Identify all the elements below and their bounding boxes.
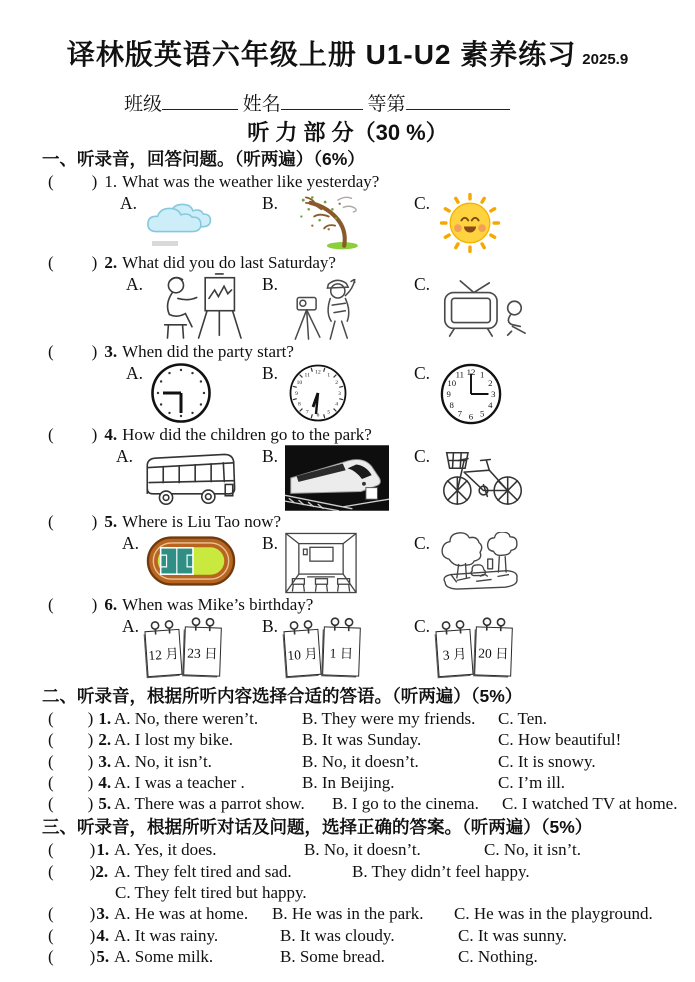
question-number: 4. — [104, 425, 118, 444]
clouds-icon — [144, 192, 224, 244]
svg-text:6: 6 — [316, 412, 320, 419]
answer-prefix: ( )1. — [48, 840, 110, 860]
svg-text:1: 1 — [480, 369, 485, 380]
q1-option-b — [262, 192, 367, 252]
question-text: What was the weather like yesterday? — [122, 172, 380, 191]
q2-option-a — [126, 273, 250, 339]
title-text: 译林版英语六年级上册 U1-U2 素养练习 — [66, 39, 577, 70]
calendar-mar-20 — [437, 615, 512, 676]
option-letter: A. — [122, 533, 140, 553]
option-b: B. It was Sunday. — [302, 730, 422, 750]
svg-text:12: 12 — [466, 366, 476, 377]
page-title — [0, 36, 695, 79]
question-number: 2. — [104, 253, 118, 272]
paren-close: ) — [91, 595, 98, 614]
option-letter: A. — [126, 274, 144, 294]
svg-text:6: 6 — [468, 411, 474, 422]
section2-rows — [0, 708, 695, 814]
painting-at-easel-icon — [150, 273, 250, 339]
paren-open: ( — [48, 342, 54, 361]
option-letter: B. — [262, 616, 279, 636]
q6-options-row — [0, 615, 695, 683]
option-b: B. No, it doesn’t. — [304, 840, 421, 860]
calendar-hooks-icon — [148, 619, 177, 635]
paren-close: ) — [91, 425, 98, 444]
s3-row-2-option-c — [0, 882, 695, 903]
option-letter: A. — [116, 446, 134, 466]
option-b: B. I go to the cinema. — [332, 794, 479, 814]
option-c: C. It was sunny. — [458, 925, 567, 945]
option-b: B. He was in the park. — [272, 904, 424, 924]
svg-text:3: 3 — [338, 390, 341, 397]
answer-prefix: ( )2. — [48, 861, 109, 881]
option-a: A. No, there weren’t. — [114, 709, 259, 728]
option-c: C. How beautiful! — [498, 730, 622, 750]
q5-option-b — [262, 532, 357, 594]
svg-text:2: 2 — [335, 380, 339, 387]
svg-text:4: 4 — [488, 400, 493, 411]
question-line-5 — [0, 512, 695, 532]
question-line-3 — [0, 342, 695, 362]
answer-prefix: ( )4. — [48, 925, 110, 945]
student-info-line — [0, 91, 695, 118]
section3-rows — [0, 839, 695, 967]
option-a: A. No, it isn’t. — [114, 751, 212, 771]
option-c: C. I watched TV at home. — [502, 794, 678, 814]
answer-prefix: ( ) 5. — [48, 794, 112, 814]
option-a: A. He was at home. — [114, 904, 249, 924]
answer-prefix: ( ) 4. — [48, 772, 112, 792]
paren-open: ( — [48, 253, 54, 272]
svg-text:5: 5 — [480, 408, 485, 419]
class-blank — [162, 91, 238, 110]
calendar-hooks-icon — [480, 617, 508, 632]
s2-row-2 — [0, 729, 695, 750]
calendar-day: 23 日 — [187, 644, 218, 662]
photographer-tripod-icon — [285, 273, 367, 341]
svg-text:11: 11 — [455, 369, 465, 380]
clock-3-00-icon — [437, 362, 505, 426]
option-letter: C. — [414, 616, 431, 636]
q4-option-c — [414, 445, 529, 507]
question-text: How did the children go to the park? — [122, 425, 372, 444]
q4-options-row — [0, 445, 695, 511]
svg-text:4: 4 — [335, 401, 339, 408]
calendar-month: 12 月 — [147, 645, 180, 664]
paren-close: ) — [91, 253, 98, 272]
paren-close: ) — [91, 172, 98, 191]
option-a: A. They felt tired and sad. — [114, 861, 292, 881]
svg-text:8: 8 — [449, 400, 454, 411]
grade-blank — [406, 91, 510, 110]
calendar-hooks-icon — [439, 619, 468, 635]
svg-text:10: 10 — [447, 377, 457, 388]
bus-icon — [140, 445, 240, 507]
calendar-month-sheet — [144, 629, 182, 677]
bicycle-icon — [437, 445, 529, 507]
q1-options-row — [0, 192, 695, 252]
option-b: B. It was cloudy. — [280, 925, 395, 945]
classroom-icon — [285, 532, 357, 594]
option-letter: B. — [262, 446, 279, 466]
calendar-day-sheet — [322, 626, 361, 676]
question-text: When did the party start? — [122, 342, 294, 361]
option-a: A. There was a parrot show. — [114, 794, 305, 814]
question-line-1 — [0, 172, 695, 192]
calendar-oct-1 — [285, 615, 360, 676]
option-letter: C. — [414, 533, 431, 553]
clock-6-30-icon — [285, 362, 351, 424]
question-text: Where is Liu Tao now? — [122, 512, 282, 531]
svg-text:12: 12 — [315, 369, 321, 376]
s3-row-5 — [0, 946, 695, 967]
q2-options-row — [0, 273, 695, 341]
paren-open: ( — [48, 512, 54, 531]
answer-prefix: ( ) 2. — [48, 730, 112, 750]
paren-open: ( — [48, 595, 54, 614]
calendar-month: 10 月 — [286, 645, 319, 664]
section1-heading: 一、听录音，回答问题。（听两遍）（6%） — [42, 149, 365, 169]
s3-row-1 — [0, 839, 695, 860]
q5-option-a — [122, 532, 236, 587]
q5-option-c — [414, 532, 523, 592]
question-number: 5. — [104, 512, 118, 531]
class-label: 班级 — [124, 94, 163, 115]
name-label: 姓名 — [242, 94, 281, 115]
question-number: 1. — [104, 172, 118, 191]
svg-text:2: 2 — [488, 377, 493, 388]
option-letter: A. — [120, 193, 138, 213]
q3-options-row — [0, 362, 695, 424]
answer-prefix: ( ) 3. — [48, 751, 112, 771]
q2-option-b — [262, 273, 367, 341]
svg-text:1: 1 — [327, 372, 331, 379]
question-number: 3. — [104, 342, 118, 361]
question-line-2 — [0, 253, 695, 273]
question-text: What did you do last Saturday? — [122, 253, 336, 272]
q6-option-a — [122, 615, 221, 676]
q6-option-c — [414, 615, 512, 676]
paren-close: ) — [91, 512, 98, 531]
windy-tree-icon — [285, 192, 367, 252]
q4-option-a — [116, 445, 240, 507]
option-a: A. It was rainy. — [114, 925, 219, 945]
option-b: B. In Beijing. — [302, 772, 395, 792]
question-line-4 — [0, 425, 695, 445]
section3-heading: 三、听录音，根据所听对话及问题，选择正确的答案。（听两遍）（5%） — [42, 817, 593, 838]
park-icon — [437, 532, 523, 592]
clock-9-30-icon — [150, 362, 212, 424]
s3-row-3 — [0, 903, 695, 924]
q3-option-b — [262, 362, 351, 424]
title-date: 2025.9 — [582, 51, 629, 68]
option-letter: C. — [414, 193, 431, 213]
option-a: A. Some milk. — [114, 946, 214, 966]
q5-options-row — [0, 532, 695, 594]
option-c: C. Ten. — [498, 709, 548, 728]
option-b: B. Some bread. — [280, 946, 385, 966]
svg-text:9: 9 — [446, 389, 451, 400]
option-a: A. Yes, it does. — [114, 840, 217, 860]
sports-field-icon — [146, 535, 236, 587]
s3-row-4 — [0, 925, 695, 946]
calendar-hooks-icon — [328, 617, 356, 632]
answer-prefix: ( )5. — [48, 946, 110, 966]
q6-option-b — [262, 615, 360, 676]
q2-option-c — [414, 273, 529, 339]
svg-text:7: 7 — [305, 409, 309, 416]
option-c: C. They felt tired but happy. — [115, 883, 307, 903]
grade-label: 等第 — [367, 94, 406, 115]
q3-option-c — [414, 362, 505, 426]
s2-row-4 — [0, 772, 695, 793]
calendar-day: 20 日 — [478, 644, 509, 662]
svg-text:5: 5 — [327, 409, 331, 416]
option-letter: A. — [122, 616, 140, 636]
question-text: When was Mike’s birthday? — [122, 595, 314, 614]
option-letter: B. — [262, 193, 279, 213]
option-a: A. I was a teacher . — [114, 772, 245, 792]
option-letter: B. — [262, 533, 279, 553]
calendar-dec-23 — [146, 615, 221, 676]
option-c: C. Nothing. — [458, 946, 538, 966]
question-number: 6. — [104, 595, 118, 614]
calendar-day-sheet — [183, 626, 222, 676]
option-a: A. I lost my bike. — [114, 730, 233, 750]
option-letter: C. — [414, 274, 431, 294]
option-b: B. They didn’t feel happy. — [352, 861, 530, 881]
calendar-hooks-icon — [287, 619, 316, 635]
paren-close: ) — [91, 342, 98, 361]
option-letter: A. — [126, 363, 144, 383]
option-c: C. I’m ill. — [498, 772, 566, 792]
calendar-day: 1 日 — [329, 645, 354, 661]
svg-text:7: 7 — [457, 408, 463, 419]
option-c: C. It is snowy. — [498, 751, 596, 771]
calendar-day-sheet — [474, 626, 513, 676]
option-b: B. They were my friends. — [302, 709, 476, 728]
svg-text:3: 3 — [491, 389, 496, 400]
calendar-hooks-icon — [189, 617, 217, 632]
section2-heading: 二、听录音，根据所听内容选择合适的答语。（听两遍）（5%） — [42, 686, 523, 706]
name-blank — [281, 91, 363, 110]
calendar-month-sheet — [284, 629, 322, 677]
watching-tv-icon — [437, 279, 529, 339]
q4-option-b — [262, 445, 389, 511]
option-c: C. No, it isn’t. — [484, 840, 581, 860]
s2-row-5 — [0, 793, 695, 814]
option-letter: C. — [414, 446, 431, 466]
s2-row-3 — [0, 751, 695, 772]
q1-option-a — [120, 192, 224, 244]
option-letter: B. — [262, 363, 279, 383]
sun-icon — [437, 192, 503, 254]
s2-row-1 — [0, 708, 695, 729]
svg-text:10: 10 — [296, 380, 303, 387]
train-icon — [285, 445, 389, 511]
q3-option-a — [126, 362, 212, 424]
answer-prefix: ( ) 1. — [48, 709, 112, 728]
s3-row-2 — [0, 861, 695, 882]
question-line-6 — [0, 595, 695, 615]
answer-prefix: ( )3. — [48, 904, 110, 924]
calendar-month-sheet — [436, 629, 474, 677]
svg-text:8: 8 — [298, 401, 301, 408]
paren-open: ( — [48, 425, 54, 444]
svg-text:11: 11 — [304, 372, 310, 379]
option-b: B. No, it doesn’t. — [302, 751, 419, 771]
option-letter: C. — [414, 363, 431, 383]
svg-text:9: 9 — [295, 390, 298, 397]
scan-artifact — [152, 241, 178, 246]
q1-option-c — [414, 192, 503, 254]
listening-part-title: 听 力 部 分（30 %） — [247, 120, 448, 145]
option-c: C. He was in the playground. — [454, 904, 653, 924]
calendar-month: 3 月 — [442, 646, 467, 663]
option-letter: B. — [262, 274, 279, 294]
paren-open: ( — [48, 172, 54, 191]
